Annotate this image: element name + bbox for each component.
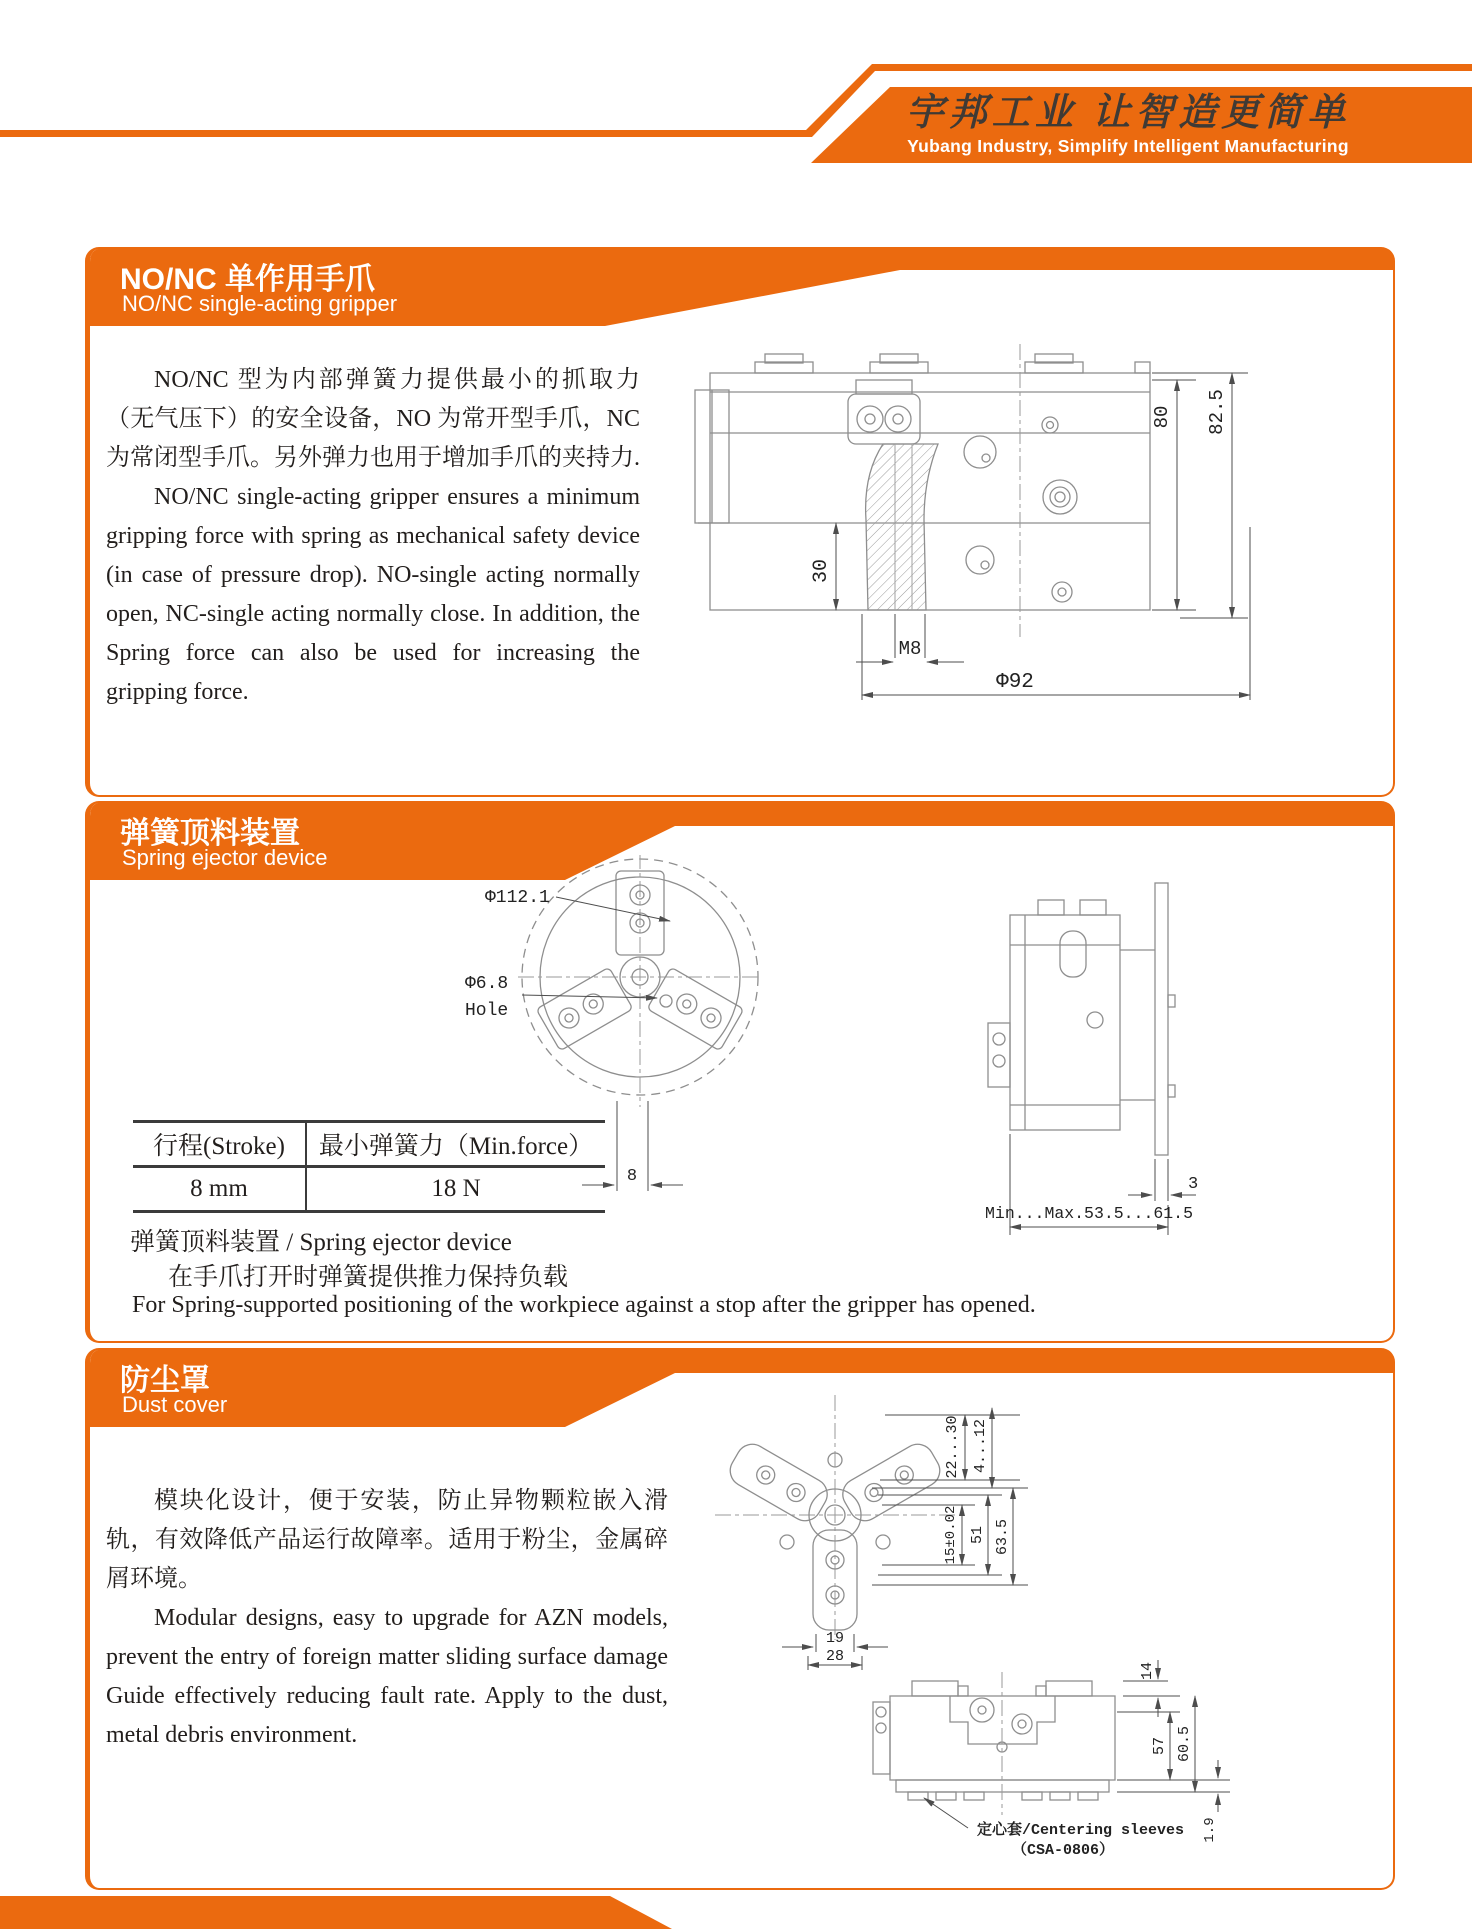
bottom-banner bbox=[0, 1870, 1472, 1929]
table-value-min-force: 18 N bbox=[431, 1175, 481, 1202]
dim-57: 57 bbox=[1151, 1736, 1168, 1756]
spring-front-view bbox=[518, 855, 762, 1107]
top-banner bbox=[0, 0, 1472, 180]
dim-22-30: 22...30 bbox=[944, 1415, 961, 1479]
brand-slogan-zh: 宇邦工业 让智造更简单 bbox=[905, 92, 1351, 134]
section-gripper-title-zh: NO/NC 单作用手爪 bbox=[120, 263, 375, 296]
dust-description bbox=[106, 1482, 668, 1755]
dim-8: 8 bbox=[626, 1167, 638, 1186]
table-header-stroke: 行程(Stroke) bbox=[133, 1122, 306, 1167]
dim-63-5: 63.5 bbox=[994, 1518, 1011, 1556]
bottom-banner-band bbox=[0, 1896, 672, 1929]
dim-m8: M8 bbox=[898, 638, 922, 660]
section-dust-title-en: Dust cover bbox=[122, 1392, 228, 1417]
dim-phi6-8: Φ6.8 bbox=[465, 974, 509, 994]
dust-front-dimension-lines bbox=[782, 1408, 1028, 1670]
dust-paragraph-en: Modular designs, easy to upgrade for AZN models, prevent the entry of foreign matter sliding surface damage Guide effectively reducing fault rate. Apply to the dust, metal debris environment. bbox=[106, 1605, 668, 1748]
gripper-finger-hatched bbox=[866, 444, 938, 610]
dust-cover-drawings bbox=[620, 1390, 1380, 1882]
dust-paragraph-zh: 模块化设计，便于安装，防止异物颗粒嵌入滑轨，有效降低产品运行故障率。适用于粉尘，金属碎屑环境。 bbox=[106, 1488, 668, 1592]
dust-front-view bbox=[715, 1395, 960, 1640]
dim-4-12: 4...12 bbox=[972, 1418, 989, 1474]
spring-spec-table bbox=[133, 1120, 605, 1213]
spring-spec-table-wrap bbox=[133, 1120, 605, 1213]
dust-side-view bbox=[873, 1681, 1115, 1800]
dim-phi112: Φ112.1 bbox=[485, 888, 550, 908]
section-spring-title-zh: 弹簧顶料装置 bbox=[120, 817, 300, 850]
table-value-stroke: 8 mm bbox=[133, 1167, 306, 1212]
dim-1-9: 1.9 bbox=[1202, 1817, 1218, 1843]
brand-slogan-en: Yubang Industry, Simplify Intelligent Manufacturing bbox=[907, 136, 1349, 156]
spring-caption-zh: 在手爪打开时弹簧提供推力保持负载 bbox=[168, 1264, 569, 1291]
dim-3: 3 bbox=[1188, 1175, 1199, 1194]
dim-19: 19 bbox=[825, 1630, 845, 1647]
dim-60-5: 60.5 bbox=[1176, 1725, 1193, 1763]
dim-14: 14 bbox=[1139, 1661, 1156, 1681]
dim-28: 28 bbox=[825, 1648, 845, 1665]
dim-phi92: Φ92 bbox=[996, 671, 1034, 694]
dim-82-5: 82.5 bbox=[1206, 389, 1228, 435]
dim-30: 30 bbox=[810, 558, 833, 584]
gripper-side-view-drawing bbox=[680, 292, 1260, 704]
centering-sleeves-model: （CSA-0806） bbox=[1012, 1842, 1115, 1859]
gripper-description bbox=[106, 361, 640, 712]
dim-15: 15±0.02 bbox=[943, 1505, 959, 1565]
centering-sleeves-label: 定心套/Centering sleeves bbox=[977, 1822, 1185, 1839]
spring-caption-en: For Spring-supported positioning of the workpiece against a stop after the gripper has opened. bbox=[132, 1292, 1036, 1318]
dim-min-max: Min...Max.53.5...61.5 bbox=[985, 1204, 1193, 1223]
section-spring-title-en: Spring ejector device bbox=[122, 845, 328, 870]
dim-51: 51 bbox=[969, 1525, 986, 1545]
dim-hole-label: Hole bbox=[465, 1001, 509, 1021]
spring-caption-title: 弹簧顶料装置 / Spring ejector device bbox=[130, 1229, 512, 1256]
dim-80: 80 bbox=[1151, 405, 1173, 429]
gripper-paragraph-en: NO/NC single-acting gripper ensures a minimum gripping force with spring as mechanical safety device (in case of pressure drop). NO-single acting normally open, NC-single acting normally close. In addition, the Spring force can also be used for increasing the gripping force. bbox=[106, 484, 640, 705]
section-dust-title-zh: 防尘罩 bbox=[120, 1364, 210, 1397]
spring-side-view bbox=[988, 883, 1175, 1155]
table-header-min-force: 最小弹簧力（Min.force） bbox=[318, 1133, 594, 1160]
gripper-paragraph-zh: NO/NC 型为内部弹簧力提供最小的抓取力（无气压下）的安全设备，NO 为常开型手爪，NC 为常闭型手爪。另外弹力也用于增加手爪的夹持力. bbox=[106, 367, 640, 471]
section-gripper-title-en: NO/NC single-acting gripper bbox=[122, 291, 398, 316]
